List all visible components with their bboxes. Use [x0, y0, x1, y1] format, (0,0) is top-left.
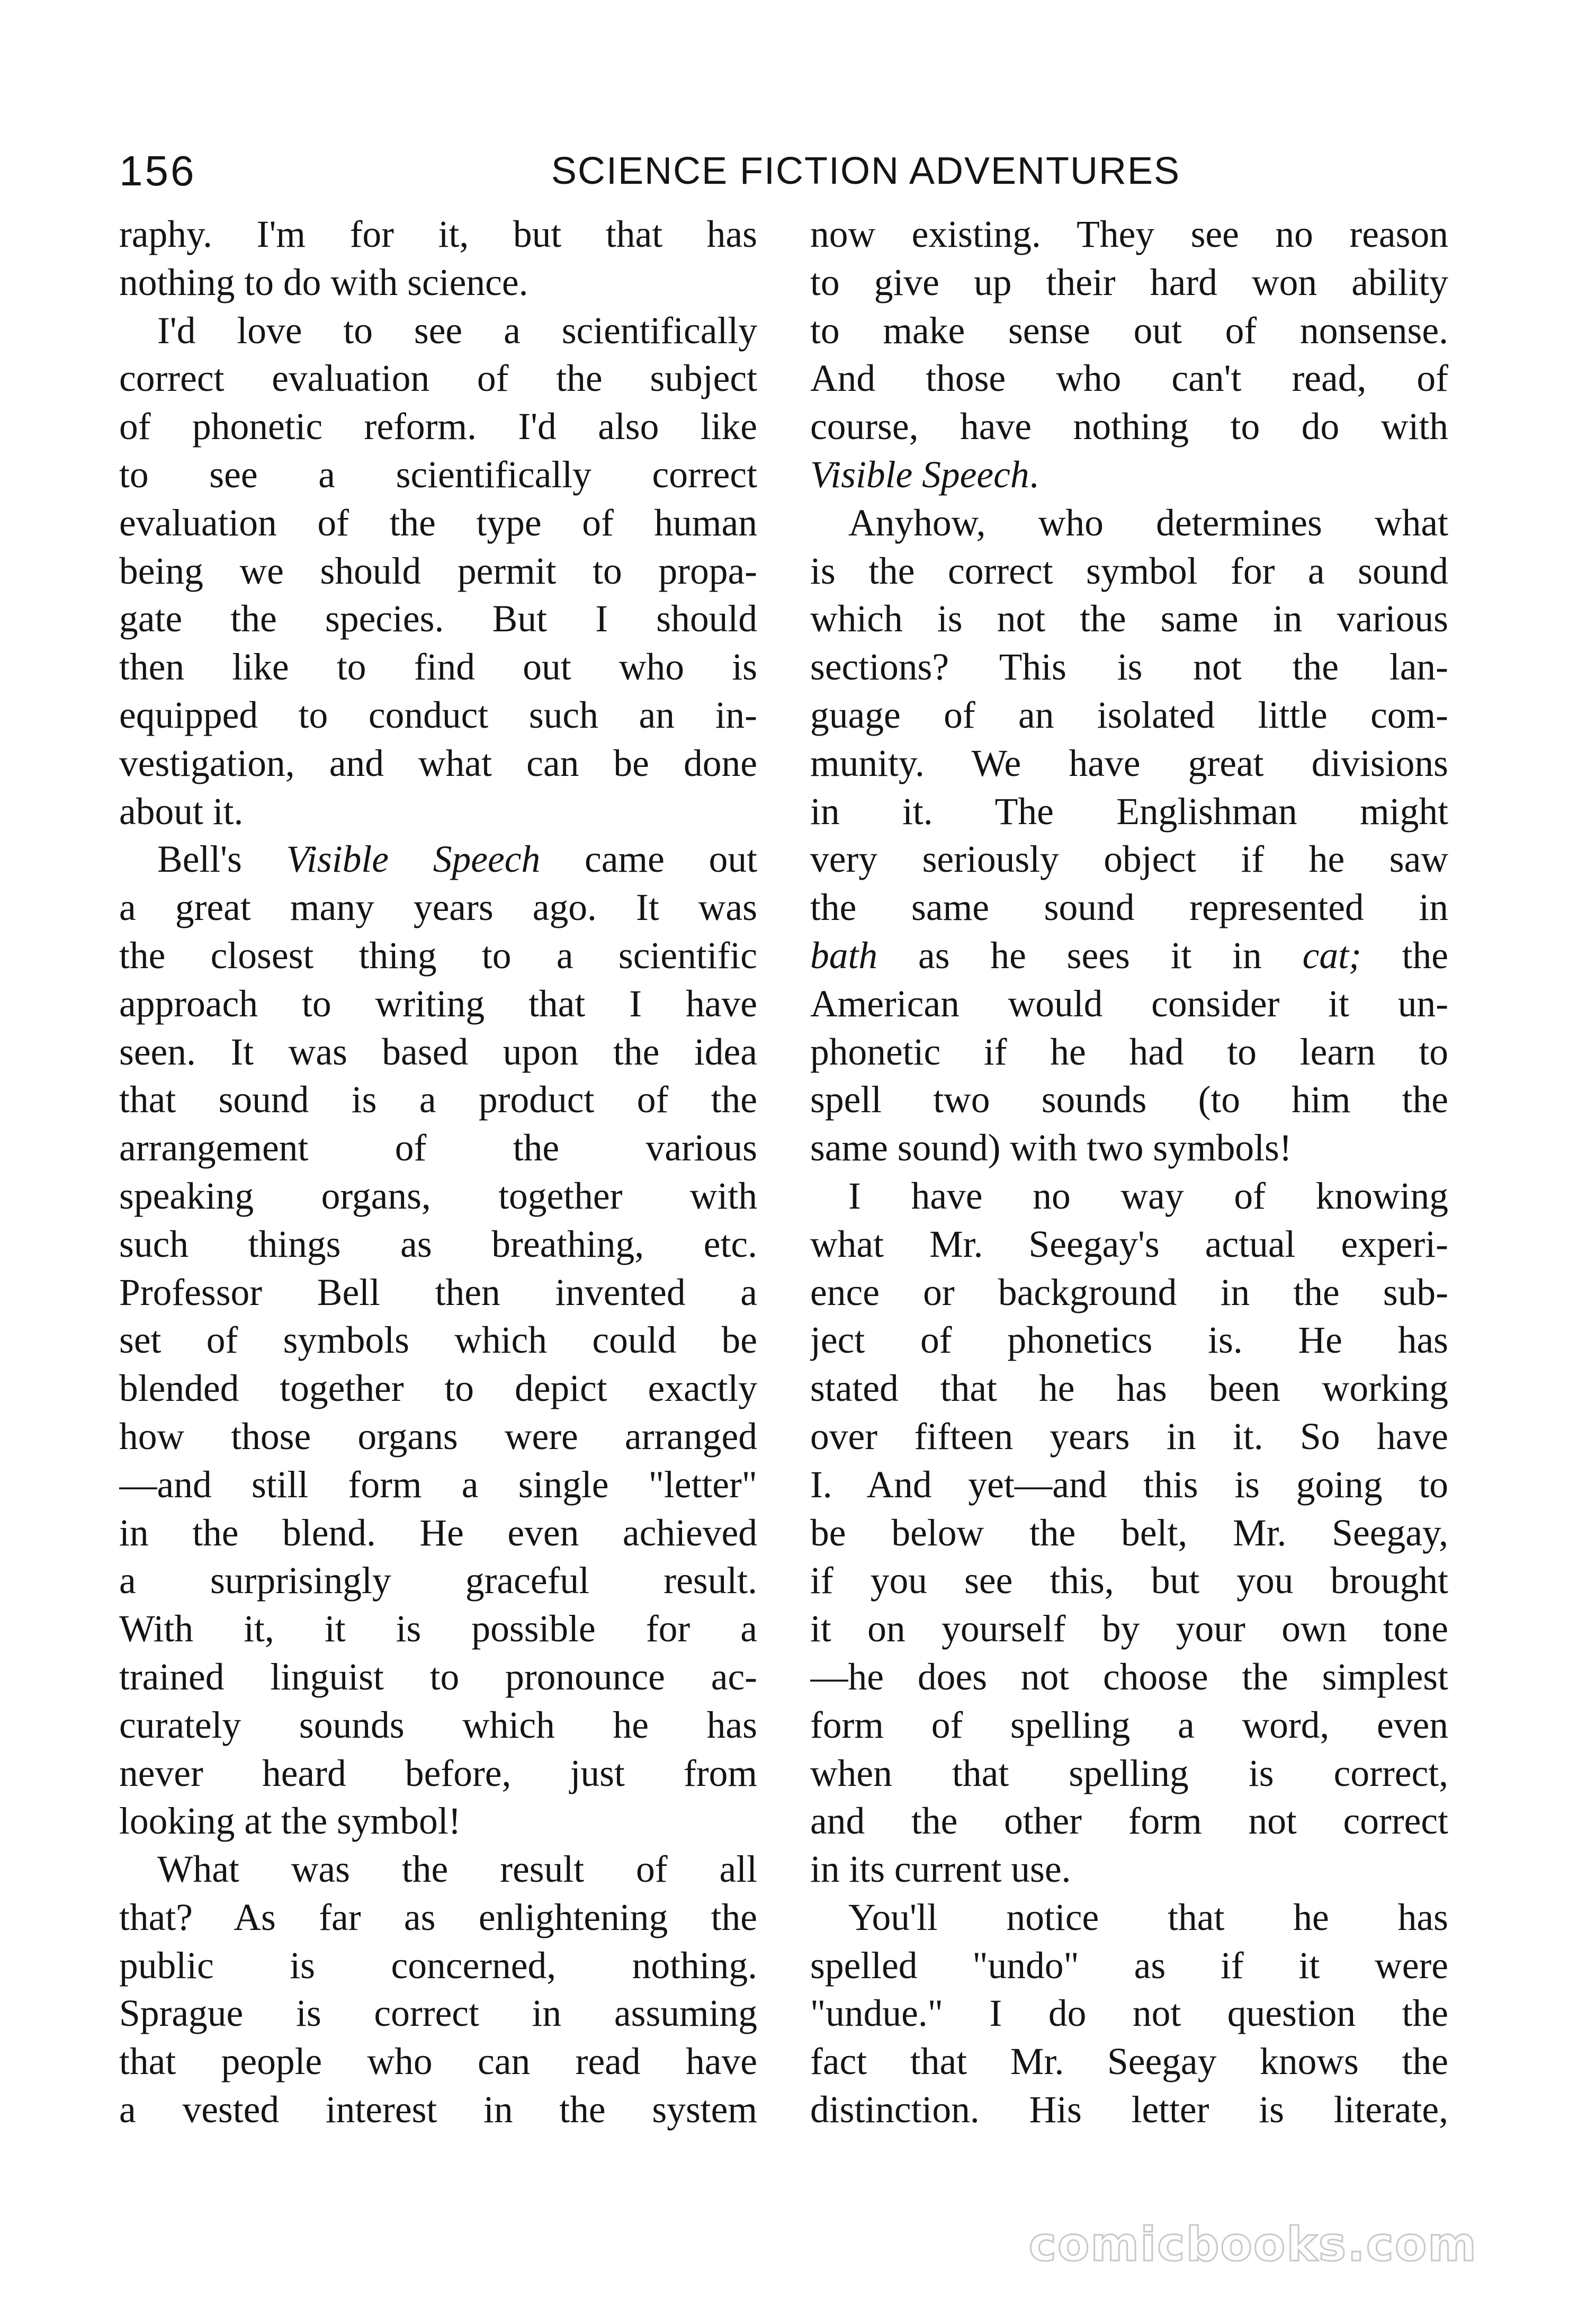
text-line: the closest thing to a scientific: [119, 934, 757, 977]
text-line: a great many years ago. It was: [119, 887, 757, 929]
text-line: I'd love to see a scientifically: [157, 309, 757, 352]
text-line: about it.: [119, 790, 244, 833]
text-line: to give up their hard won ability: [810, 261, 1448, 303]
text-line: What was the result of all: [157, 1848, 757, 1891]
text-line: bath as he sees it in cat; the: [810, 934, 1448, 977]
text-line: You'll notice that he has: [848, 1896, 1448, 1938]
text-line: Anyhow, who determines what: [848, 502, 1448, 544]
text-line: to see a scientifically correct: [119, 453, 757, 496]
text-line: never heard before, just from: [119, 1752, 757, 1794]
text-line: gate the species. But I should: [119, 598, 757, 640]
text-line: Bell's Visible Speech came out: [157, 838, 757, 881]
text-line: blended together to depict exactly: [119, 1367, 757, 1410]
text-line: public is concerned, nothing.: [119, 1944, 757, 1987]
text-line: guage of an isolated little com-: [810, 694, 1448, 736]
text-line: equipped to conduct such an in-: [119, 694, 757, 736]
text-line: when that spelling is correct,: [810, 1752, 1448, 1794]
text-line: —he does not choose the simplest: [810, 1656, 1448, 1698]
text-line: looking at the symbol!: [119, 1800, 461, 1843]
right-text-column: [810, 211, 1448, 2134]
text-line: course, have nothing to do with: [810, 406, 1448, 448]
text-line: form of spelling a word, even: [810, 1704, 1448, 1746]
text-line: —and still form a single "letter": [119, 1463, 757, 1506]
text-line: in the blend. He even achieved: [119, 1512, 757, 1554]
text-line: trained linguist to pronounce ac-: [119, 1656, 757, 1698]
text-line: set of symbols which could be: [119, 1319, 757, 1362]
text-line: American would consider it un-: [810, 982, 1448, 1025]
text-line: and the other form not correct: [810, 1800, 1448, 1843]
text-line: it on yourself by your own tone: [810, 1608, 1448, 1650]
text-line: over fifteen years in it. So have: [810, 1415, 1448, 1458]
text-line: spell two sounds (to him the: [810, 1079, 1448, 1121]
text-line: spelled "undo" as if it were: [810, 1944, 1448, 1987]
text-line: Professor Bell then invented a: [119, 1271, 757, 1313]
text-line: is the correct symbol for a sound: [810, 550, 1448, 592]
watermark: comicbooks.com: [1028, 2217, 1477, 2272]
text-line: Sprague is correct in assuming: [119, 1992, 757, 2035]
italic-phrase: cat;: [1302, 934, 1361, 977]
text-line: seen. It was based upon the idea: [119, 1031, 757, 1073]
text-line: in it. The Englishman might: [810, 790, 1448, 833]
text-line: "undue." I do not question the: [810, 1992, 1448, 2035]
text-line: a vested interest in the system: [119, 2089, 757, 2131]
text-line: if you see this, but you brought: [810, 1560, 1448, 1602]
text-line: that people who can read have: [119, 2041, 757, 2083]
text-line: stated that he has been working: [810, 1367, 1448, 1410]
text-line: such things as breathing, etc.: [119, 1223, 757, 1265]
text-line: that? As far as enlightening the: [119, 1896, 757, 1938]
text-line: raphy. I'm for it, but that has: [119, 213, 757, 255]
italic-phrase: Visible Speech: [286, 838, 541, 881]
text-line: a surprisingly graceful result.: [119, 1560, 757, 1602]
text-line: And those who can't read, of: [810, 357, 1448, 400]
running-header: [119, 142, 1475, 200]
text-line: of phonetic reform. I'd also like: [119, 406, 757, 448]
text-line: fact that Mr. Seegay knows the: [810, 2041, 1448, 2083]
text-line: be below the belt, Mr. Seegay,: [810, 1512, 1448, 1554]
text-line: speaking organs, together with: [119, 1175, 757, 1217]
text-line: I have no way of knowing: [848, 1175, 1448, 1217]
text-line: ence or background in the sub-: [810, 1271, 1448, 1313]
text-line: With it, it is possible for a: [119, 1608, 757, 1650]
text-line: arrangement of the various: [119, 1127, 757, 1169]
text-line: Visible Speech.: [810, 453, 1039, 496]
text-line: to make sense out of nonsense.: [810, 309, 1448, 352]
text-line: which is not the same in various: [810, 598, 1448, 640]
text-line: then like to find out who is: [119, 646, 757, 689]
italic-phrase: Visible Speech: [810, 453, 1029, 496]
text-line: ject of phonetics is. He has: [810, 1319, 1448, 1362]
text-line: now existing. They see no reason: [810, 213, 1448, 255]
text-line: I. And yet—and this is going to: [810, 1463, 1448, 1506]
text-line: vestigation, and what can be done: [119, 742, 757, 784]
text-line: how those organs were arranged: [119, 1415, 757, 1458]
italic-phrase: bath: [810, 934, 878, 977]
text-line: sections? This is not the lan-: [810, 646, 1448, 689]
running-title: SCIENCE FICTION ADVENTURES: [551, 150, 1181, 192]
text-line: distinction. His letter is literate,: [810, 2089, 1448, 2131]
text-line: nothing to do with science.: [119, 261, 528, 303]
text-line: munity. We have great divisions: [810, 742, 1448, 784]
text-line: the same sound represented in: [810, 887, 1448, 929]
text-line: in its current use.: [810, 1848, 1071, 1891]
page-number: 156: [119, 147, 196, 194]
text-line: approach to writing that I have: [119, 982, 757, 1025]
text-line: curately sounds which he has: [119, 1704, 757, 1746]
text-line: same sound) with two symbols!: [810, 1127, 1292, 1169]
text-line: evaluation of the type of human: [119, 502, 757, 544]
text-line: that sound is a product of the: [119, 1079, 757, 1121]
text-line: what Mr. Seegay's actual experi-: [810, 1223, 1448, 1265]
text-line: being we should permit to propa-: [119, 550, 757, 592]
text-line: very seriously object if he saw: [810, 838, 1448, 881]
text-line: correct evaluation of the subject: [119, 357, 757, 400]
text-line: phonetic if he had to learn to: [810, 1031, 1448, 1073]
left-text-column: [119, 211, 757, 2134]
